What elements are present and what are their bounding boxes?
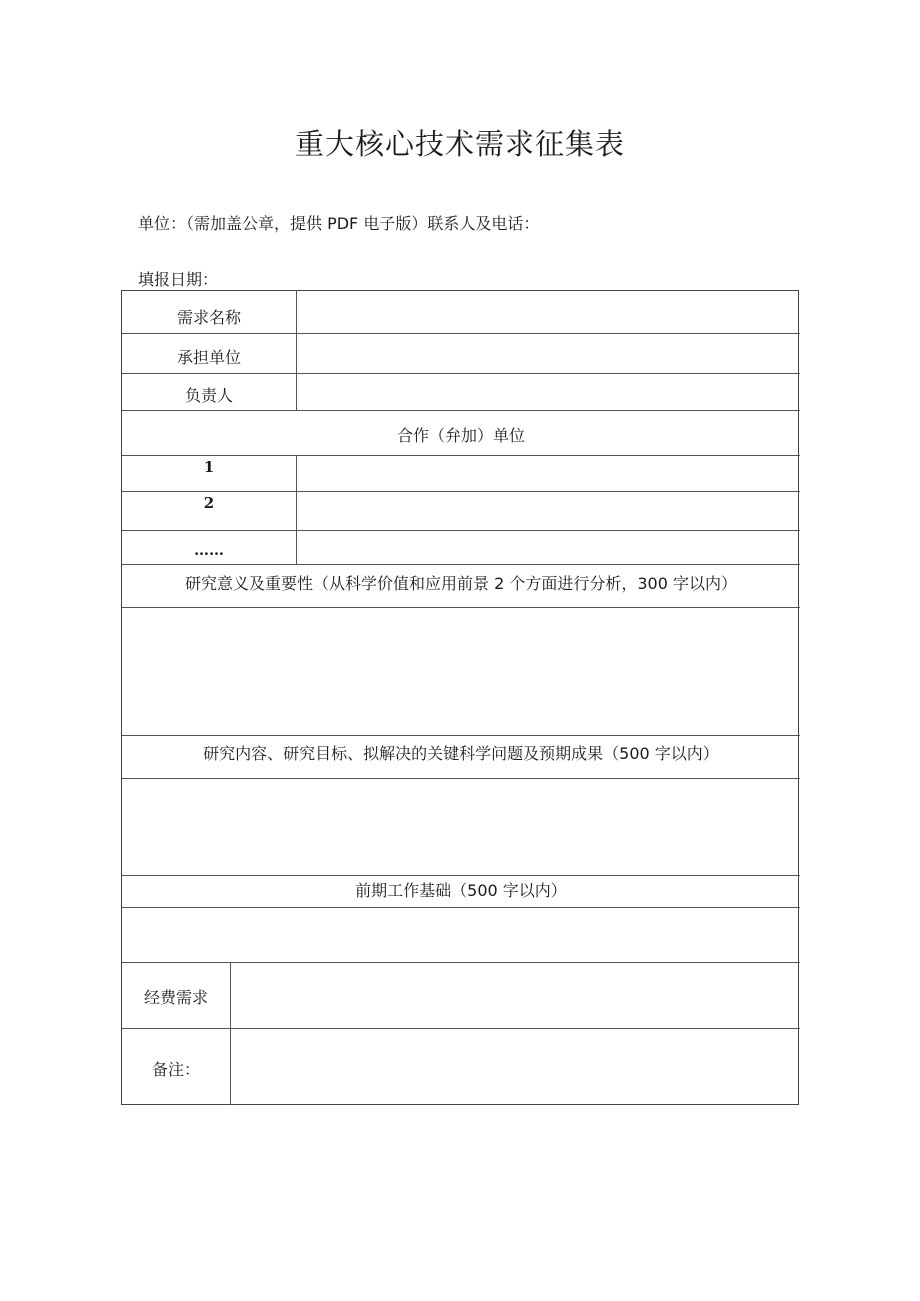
research-content-textarea[interactable]: [122, 779, 799, 875]
funding-textarea[interactable]: [231, 963, 799, 1028]
partner-row-1-number: 1: [203, 458, 215, 476]
partner-row-2-number: 2: [203, 494, 215, 512]
foundation-textarea[interactable]: [122, 908, 799, 962]
funding-label: 经费需求: [143, 987, 208, 1007]
significance-textarea[interactable]: [122, 608, 799, 735]
responsible-person-input[interactable]: [297, 374, 799, 410]
foundation-header: 前期工作基础（500 字以内）: [355, 880, 567, 900]
remarks-label: 备注：: [151, 1059, 200, 1079]
fill-date-label: 填报日期：: [138, 270, 219, 289]
responsible-person-label: 负责人: [184, 385, 233, 405]
partner-1-input[interactable]: [297, 456, 799, 491]
remarks-textarea[interactable]: [231, 1029, 799, 1104]
undertaking-unit-label: 承担单位: [176, 347, 241, 367]
demand-form-table: [121, 290, 799, 1105]
partner-more-input[interactable]: [297, 531, 799, 564]
unit-contact-line: 单位：（需加盖公章，提供 PDF 电子版）联系人及电话：: [138, 214, 540, 233]
partner-section-header: 合作（弁加）单位: [396, 425, 525, 445]
research-content-header: 研究内容、研究目标、拟解决的关键科学问题及预期成果（500 字以内）: [203, 743, 719, 763]
significance-header: 研究意义及重要性（从科学价值和应用前景 2 个方面进行分析，300 字以内）: [185, 573, 737, 593]
demand-name-label: 需求名称: [176, 307, 241, 327]
partner-row-more: ……: [194, 541, 224, 559]
row-divider: [122, 410, 800, 411]
demand-name-input[interactable]: [297, 291, 799, 333]
page-title: 重大核心技术需求征集表: [294, 127, 625, 161]
partner-2-input[interactable]: [297, 492, 799, 530]
undertaking-unit-input[interactable]: [297, 334, 799, 373]
